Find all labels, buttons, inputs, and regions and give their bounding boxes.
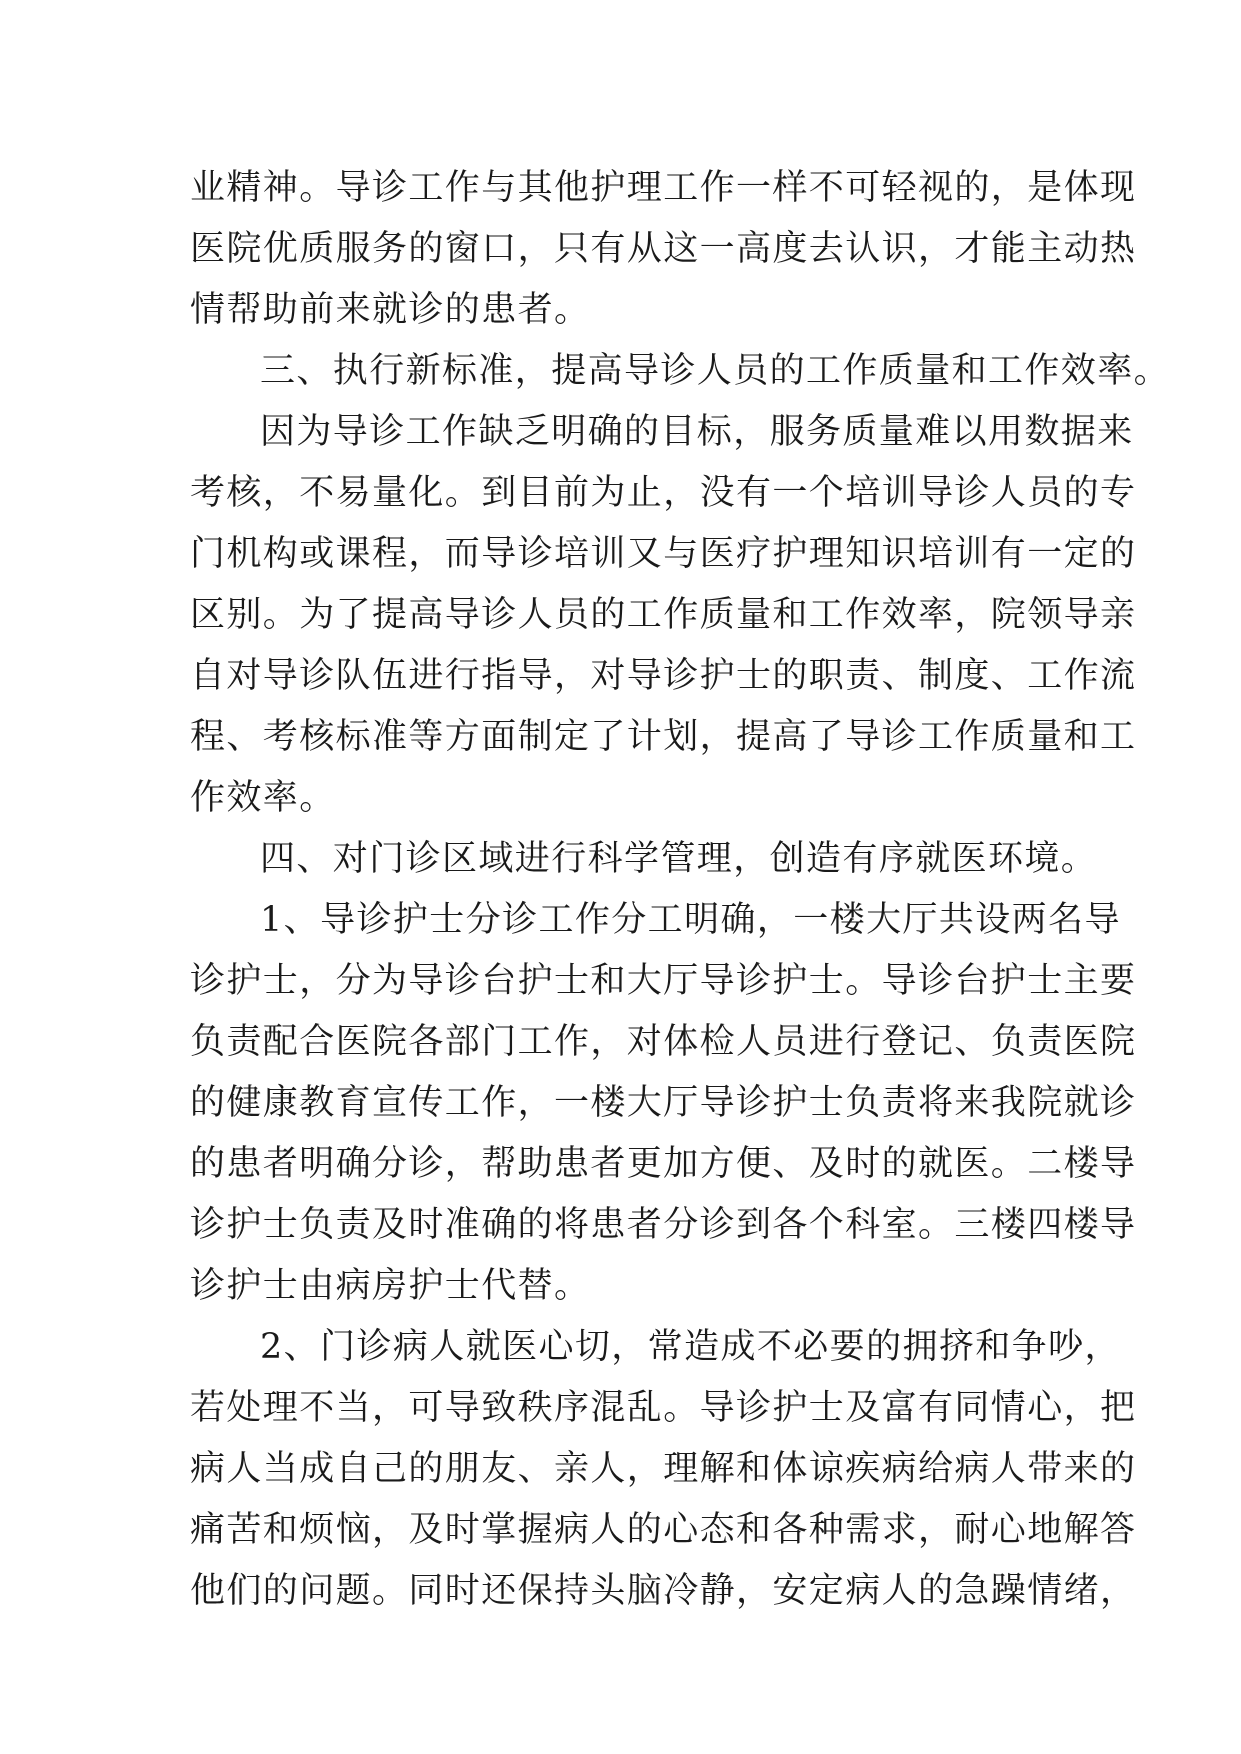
text-line: 医院优质服务的窗口，只有从这一高度去认识，才能主动热: [190, 229, 1137, 269]
text-line: 业精神。导诊工作与其他护理工作一样不可轻视的，是体现: [190, 168, 1137, 208]
text-line: 的健康教育宣传工作，一楼大厅导诊护士负责将来我院就诊: [190, 1083, 1137, 1123]
text-line: 负责配合医院各部门工作，对体检人员进行登记、负责医院: [190, 1022, 1137, 1062]
text-line: 区别。为了提高导诊人员的工作质量和工作效率，院领导亲: [190, 595, 1137, 635]
text-line: 情帮助前来就诊的患者。: [190, 290, 591, 330]
text-line: 的患者明确分诊，帮助患者更加方便、及时的就医。二楼导: [190, 1144, 1137, 1184]
text-line: 2、门诊病人就医心切，常造成不必要的拥挤和争吵，: [260, 1327, 1121, 1367]
body-text: [190, 158, 1171, 1622]
text-line: 因为导诊工作缺乏明确的目标，服务质量难以用数据来: [260, 412, 1134, 452]
text-line: 1、导诊护士分诊工作分工明确，一楼大厅共设两名导: [260, 900, 1121, 940]
text-line: 作效率。: [190, 778, 336, 818]
text-line: 自对导诊队伍进行指导，对导诊护士的职责、制度、工作流: [190, 656, 1137, 696]
text-line: 若处理不当，可导致秩序混乱。导诊护士及富有同情心，把: [190, 1388, 1137, 1428]
text-line: 诊护士由病房护士代替。: [190, 1266, 591, 1306]
text-line: 考核，不易量化。到目前为止，没有一个培训导诊人员的专: [190, 473, 1137, 513]
section-heading-4: 四、对门诊区域进行科学管理，创造有序就医环境。: [260, 839, 1098, 879]
section-heading-3: 三、执行新标准，提高导诊人员的工作质量和工作效率。: [260, 351, 1171, 391]
text-line: 痛苦和烦恼，及时掌握病人的心态和各种需求，耐心地解答: [190, 1510, 1137, 1550]
text-line: 诊护士，分为导诊台护士和大厅导诊护士。导诊台护士主要: [190, 961, 1137, 1001]
text-line: 病人当成自己的朋友、亲人，理解和体谅疾病给病人带来的: [190, 1449, 1137, 1489]
text-line: 门机构或课程，而导诊培训又与医疗护理知识培训有一定的: [190, 534, 1137, 574]
text-line: 程、考核标准等方面制定了计划，提高了导诊工作质量和工: [190, 717, 1137, 757]
text-line: 他们的问题。同时还保持头脑冷静，安定病人的急躁情绪，: [190, 1571, 1137, 1611]
text-line: 诊护士负责及时准确的将患者分诊到各个科室。三楼四楼导: [190, 1205, 1137, 1245]
